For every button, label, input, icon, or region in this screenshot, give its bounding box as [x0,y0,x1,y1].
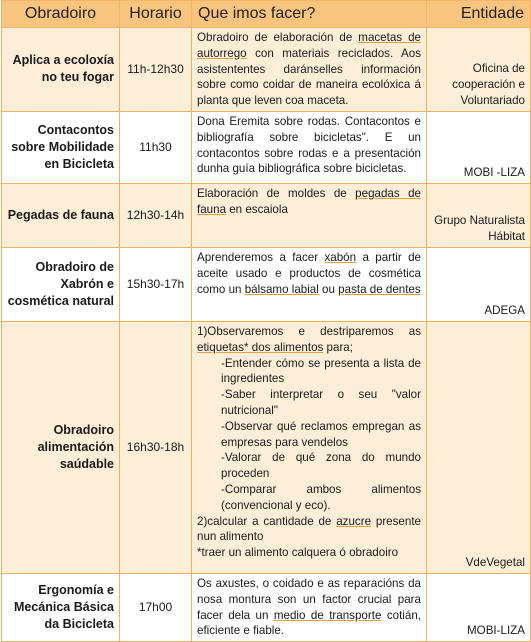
desc-line [197,324,421,356]
table-row [2,321,531,573]
desc-underlined: medio de transporte [273,608,382,622]
table-row [2,183,531,247]
workshop-time: 17h00 [120,573,192,641]
desc-bullet: -Observar qué reclamos empregan as empresas para vendelos [221,419,421,449]
desc-text: 2)calcular a cantidade de [197,514,337,528]
desc-underlined: macetas de autorrego [197,31,421,60]
workshop-name: Ergonomía e Mecánica Básica da Bicicleta [2,573,120,641]
workshop-entity: MOBI-LIZA [427,573,531,641]
workshop-description [192,111,427,183]
workshop-entity: VdeVegetal [427,321,531,573]
desc-underlined: pegadas de fauna [197,186,421,216]
workshop-entity: Grupo Naturalista Hábitat [427,183,531,247]
desc-underlined: bálsamo labial [244,282,319,296]
workshop-name: Aplica a ecoloxía no teu fogar [2,28,120,112]
desc-text: Obradoiro de elaboración de [197,31,359,44]
desc-bullet: -Entender cómo se presenta a lista de ingredientes [221,356,421,386]
desc-underlined: azucre [336,514,372,528]
desc-text: Dona Eremita sobre rodas. Contacontos e bibliografía sobre bicicletas". E un contacontos sobre rodas e a presentación dunha guía bibliográfica sobre bicicletas. [197,114,421,176]
workshop-name: Obradoiro alimentación saúdable [2,321,120,573]
workshop-schedule-table [1,0,531,642]
desc-underlined: etiquetas* dos alimentos [197,340,324,354]
desc-text: presente nun alimento [197,514,421,544]
workshop-name: Pegadas de fauna [2,183,120,247]
header-que-imos-facer: Que imos facer? [192,1,427,28]
workshop-description [192,321,427,573]
header-obradoiro: Obradoiro [2,1,120,28]
desc-underlined: pasta de dentes [338,282,421,296]
table-row [2,111,531,183]
header-row [2,1,531,28]
workshop-time: 15h30-17h [120,247,192,321]
workshop-description [192,573,427,641]
header-horario: Horario [120,1,192,28]
desc-text: con materiais reciclados. Aos asistententes daránselles información sobre como coidar de maneira ecolóxica á planta que leven coa maceta. [197,46,421,108]
desc-text: para; [323,340,353,354]
workshop-description [192,183,427,247]
workshop-description [192,28,427,112]
desc-text: a partir de aceite usado e productos de cosmética como un [197,250,422,296]
desc-bullet: -Comparar ambos alimentos (convencional y eco). [221,482,421,512]
workshop-time: 11h-12h30 [120,28,192,112]
desc-text: Os axustes, o coidado e as reparacións da nosa montura son un factor crucial para facer dela un [197,576,421,622]
desc-underlined: xabón [324,250,357,264]
desc-line: *traer un alimento calquera ó obradoiro [197,546,399,560]
workshop-name: Contacontos sobre Mobilidade en Bicicleta [2,111,120,183]
desc-bullet: -Saber interpretar o seu "valor nutricional" [221,388,421,417]
workshop-name: Obradoiro de Xabrón e cosmética natural [2,247,120,321]
desc-bullet: -Valorar de qué zona do mundo proceden [221,451,421,481]
desc-text: ou [318,282,339,296]
desc-text: en escaiola [226,202,288,216]
table-row [2,247,531,321]
workshop-time: 11h30 [120,111,192,183]
workshop-entity: Oficina de cooperación e Voluntariado [427,28,531,112]
workshop-time: 16h30-18h [120,321,192,573]
table-row [2,28,531,112]
desc-text: Elaboración de moldes de [197,186,356,200]
header-entidade: Entidade [427,1,531,28]
workshop-entity: ADEGA [427,247,531,321]
desc-text: 1)Observaremos e destriparemos as [197,324,421,338]
desc-line [197,514,421,546]
table-row [2,573,531,641]
desc-text: Aprenderemos a facer [197,250,325,264]
workshop-time: 12h30-14h [120,183,192,247]
workshop-description [192,247,427,321]
desc-text: cotián, eficiente e fiable. [197,608,421,638]
workshop-entity: MOBI -LIZA [427,111,531,183]
